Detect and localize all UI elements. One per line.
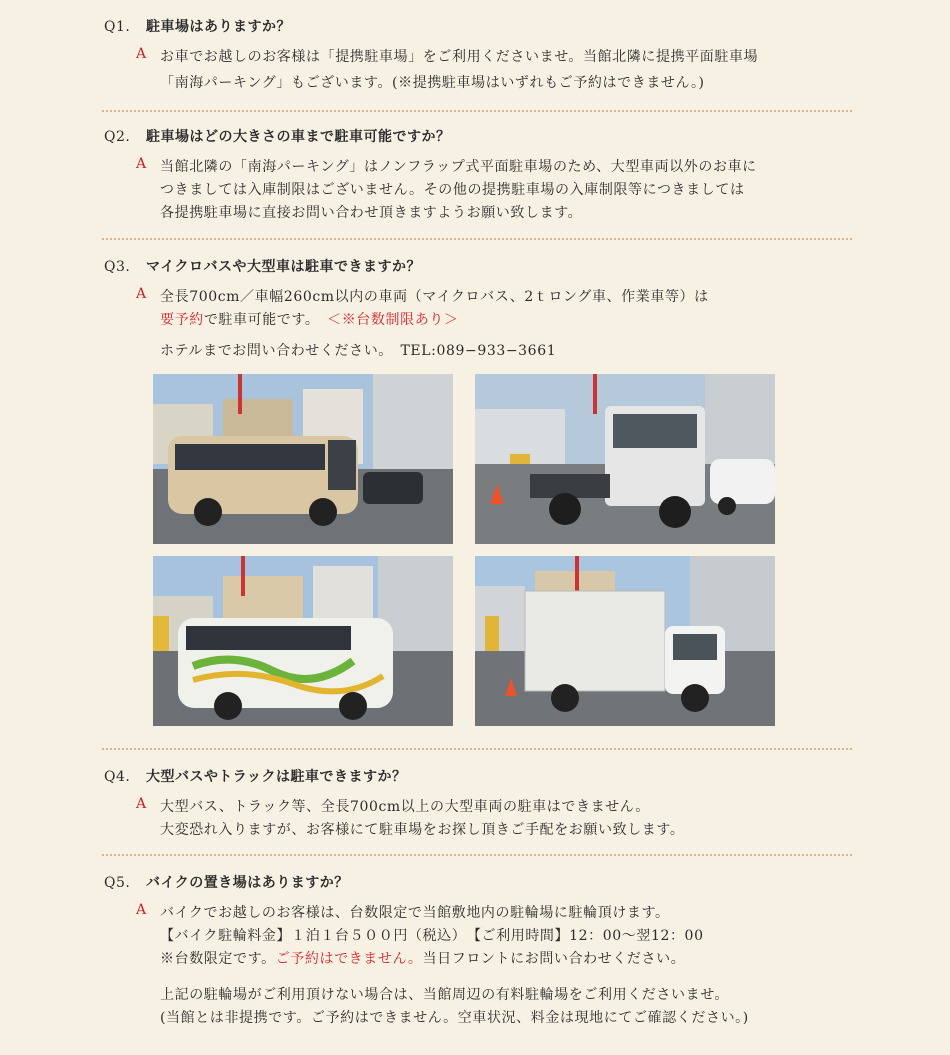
q1-number: Q1. <box>104 19 131 35</box>
limited-count-note: ＜※台数制限あり＞ <box>327 312 459 328</box>
q4-answer-mark: A <box>136 796 147 812</box>
q1-question <box>104 16 291 36</box>
q3-answer-line-1: 全長700cm／車幅260cm以内の車両（マイクロバス、2ｔロング車、作業車等）は <box>160 289 709 305</box>
no-reservation-text: ご予約はできません。 <box>275 951 423 967</box>
microbus-photo <box>153 374 453 544</box>
q5-number: Q5. <box>104 875 131 891</box>
q2-answer-line-1: 当館北隣の「南海パーキング」はノンフラップ式平面駐車場のため、大型車両以外のお車に <box>160 159 757 175</box>
q5-question <box>104 872 349 892</box>
separator <box>102 238 852 240</box>
separator <box>102 110 852 112</box>
q3-answer-mark: A <box>136 286 147 302</box>
q2-answer-line-3: 各提携駐車場に直接お問い合わせ頂きますようお願い致します。 <box>160 205 583 221</box>
q4-number: Q4. <box>104 769 131 785</box>
q5-answer-line-1: バイクでお越しのお客様は、台数限定で当館敷地内の駐輪場に駐輪頂けます。 <box>160 905 670 921</box>
q3-answer-line-2 <box>160 309 459 329</box>
q4-question <box>104 766 406 786</box>
limited-count-text: ※台数限定です。 <box>160 951 276 967</box>
q4-answer-line-2: 大変恐れ入りますが、お客様にて駐車場をお探し頂きご手配をお願い致します。 <box>160 822 685 838</box>
q5-answer-line-3 <box>160 948 685 968</box>
q4-text: 大型バスやトラックは駐車できますか？ <box>146 769 407 785</box>
q1-text: 駐車場はありますか？ <box>146 19 291 35</box>
q2-number: Q2. <box>104 129 131 145</box>
truck-tractor-photo <box>475 374 775 544</box>
q5-answer-mark: A <box>136 902 147 918</box>
q2-answer-mark: A <box>136 156 147 172</box>
q3-contact-line: ホテルまでお問い合わせください。 TEL:089−933−3661 <box>160 343 557 359</box>
front-desk-inquiry-text: 当日フロントにお問い合わせください。 <box>422 951 686 967</box>
q1-answer-mark: A <box>136 46 147 62</box>
q5-text: バイクの置き場はありますか？ <box>146 875 349 891</box>
separator <box>102 854 852 856</box>
q2-answer-line-2: つきましては入庫制限はございません。その他の提携駐車場の入庫制限等につきましては <box>160 182 745 198</box>
q4-answer-line-1: 大型バス、トラック等、全長700cm以上の大型車両の駐車はできません。 <box>160 799 650 815</box>
q3-question <box>104 256 421 276</box>
q5-answer-line-4: 上記の駐輪場がご利用頂けない場合は、当館周辺の有料駐輪場をご利用くださいませ。 <box>160 987 729 1003</box>
box-truck-photo <box>475 556 775 726</box>
q2-question <box>104 126 451 146</box>
q5-answer-line-5: (当館とは非提携です。ご予約はできません。空車状況、料金は現地にてご確認ください。) <box>160 1010 749 1026</box>
reservation-required-text: 要予約 <box>160 312 204 328</box>
q3-number: Q3. <box>104 259 131 275</box>
q3-text: マイクロバスや大型車は駐車できますか？ <box>146 259 421 275</box>
q2-text: 駐車場はどの大きさの車まで駐車可能ですか？ <box>146 129 451 145</box>
green-microbus-photo <box>153 556 453 726</box>
q1-answer-line-2: 「南海パーキング」もございます。(※提携駐車場はいずれもご予約はできません。) <box>160 75 705 91</box>
bike-fee-and-hours: 【バイク駐輪料金】１泊１台５００円（税込） 【ご利用時間】12：00〜翌12：00 <box>160 928 704 944</box>
separator <box>102 748 852 750</box>
q1-answer-line-1: お車でお越しのお客様は「提携駐車場」をご利用くださいませ。当館北隣に提携平面駐車場 <box>160 49 759 65</box>
q3-line2-rest: で駐車可能です。 <box>203 312 313 328</box>
